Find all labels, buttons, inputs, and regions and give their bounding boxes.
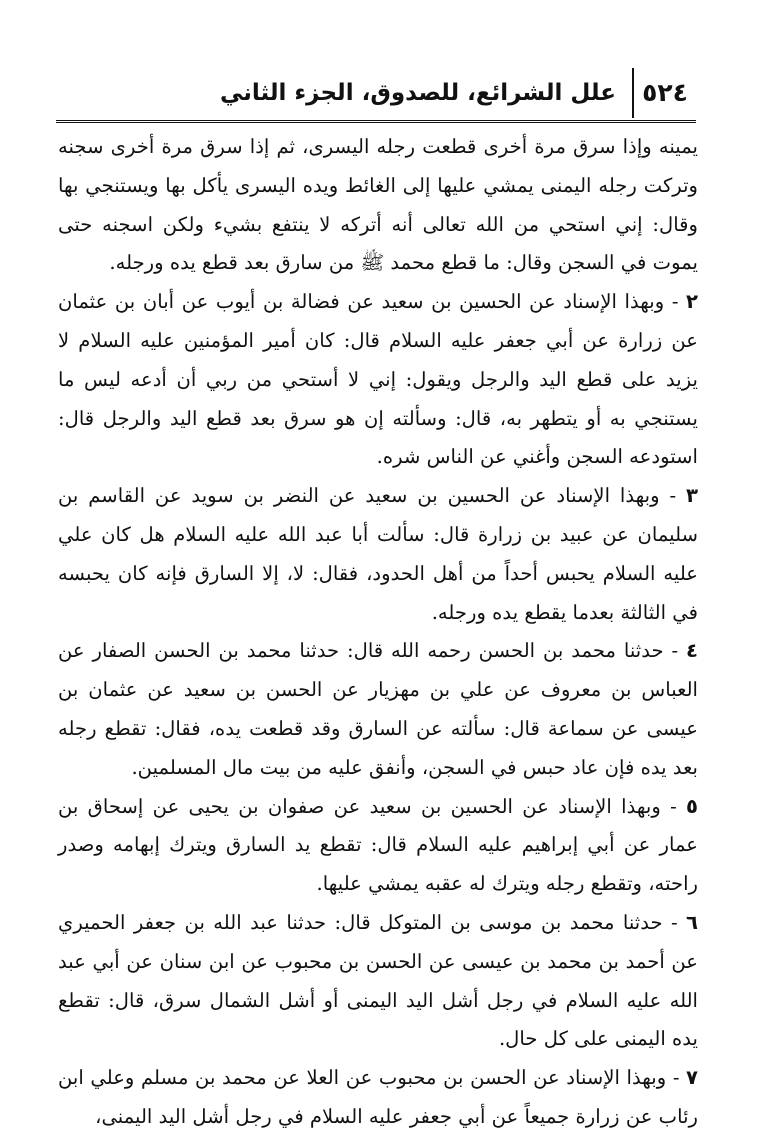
paragraph-text: وبهذا الإسناد عن الحسين بن سعيد عن النضر بن سويد عن القاسم بن سليمان عن عبيد بن زرارة قال: سألت أبا عبد الله عليه السلام هل كان علي عليه السلام يحبس أحداً من أهل الحدود، فقال: لا، إلا السارق فإنه كان يحبسه في الثالثة بعدما يقطع يده ورجله. <box>58 484 698 624</box>
paragraph-text: وبهذا الإسناد عن الحسين بن سعيد عن صفوان بن يحيى عن إسحاق بن عمار عن أبي إبراهيم عليه السلام قال: تقطع يد السارق ويترك إبهامه وصدر راحته، وتقطع رجله ويترك له عقبه يمشي عليها. <box>58 794 698 896</box>
dash: - <box>660 794 687 818</box>
hadith-number: ٥ <box>686 794 699 818</box>
hadith-3 <box>58 477 698 632</box>
hadith-6 <box>58 904 698 1059</box>
hadith-number: ٣ <box>686 484 698 508</box>
hadith-5 <box>58 788 698 904</box>
paragraph-text: وبهذا الإسناد عن الحسن بن محبوب عن العلا عن محمد بن مسلم وعلي ابن رئاب عن زرارة جميعاً عن أبي جعفر عليه السلام في رجل أشل اليد اليمنى، <box>58 1066 698 1128</box>
hadith-number: ٦ <box>686 910 698 934</box>
paragraph-text: حدثنا محمد بن موسى بن المتوكل قال: حدثنا عبد الله بن جعفر الحميري عن أحمد بن محمد بن عيسى عن الحسن بن محبوب عن ابن سنان عن أبي عبد الله عليه السلام في رجل أشل اليد اليمنى أو أشل الشمال سرق، قال: تقطع يده اليمنى على كل حال. <box>58 910 698 1051</box>
paragraph-text: وبهذا الإسناد عن الحسين بن سعيد عن فضالة بن أيوب عن أبان بن عثمان عن زرارة عن أبي جعفر عليه السلام قال: كان أمير المؤمنين عليه السلام لا يزيد على قطع اليد والرجل ويقول: إني لا أستحي من ربي أن أدعه ليس ما يستنجي به أو يتطهر به، قال: وسألته إن هو سرق بعد قطع اليد والرجل قال: استودعه السجن وأغني عن الناس شره. <box>58 290 698 469</box>
hadith-2 <box>58 283 698 477</box>
page-header <box>56 68 696 123</box>
hadith-number: ٢ <box>686 290 698 314</box>
hadith-4 <box>58 632 698 787</box>
dash: - <box>662 910 687 934</box>
hadith-7 <box>58 1059 698 1137</box>
paragraph-continuation <box>58 128 698 283</box>
dash: - <box>663 639 687 663</box>
hadith-number: ٧ <box>686 1066 699 1090</box>
paragraph-text: حدثنا محمد بن الحسن رحمه الله قال: حدثنا محمد بن الحسن الصفار عن العباس بن معروف عن علي بن مهزيار عن الحسن بن سعيد عن عثمان بن عيسى عن سماعة قال: سألته عن السارق وقد قطعت يده، فقال: تقطع رجله بعد يده فإن عاد حبس في السجن، وأنفق عليه من بيت مال المسلمين. <box>58 639 698 779</box>
hadith-number: ٤ <box>686 639 698 663</box>
dash: - <box>666 1066 687 1090</box>
running-title: علل الشرائع، للصدوق، الجزء الثاني <box>219 80 616 106</box>
dash: - <box>659 484 687 508</box>
paragraph-text: يمينه وإذا سرق مرة أخرى قطعت رجله اليسرى، ثم إذا سرق مرة أخرى سجنه وتركت رجله اليمنى يمشي عليها إلى الغائط ويده اليسرى يأكل بها ويستنجي بها وقال: إني استحي من الله تعالى أنه أتركه لا ينتفع بشيء ولكن اسجنه حتى يموت في السجن وقال: ما قطع محمد ﷺ من سارق بعد قطع يده ورجله. <box>58 135 698 275</box>
page-number: ٥٢٤ <box>632 68 696 118</box>
dash: - <box>664 290 687 314</box>
body-text <box>58 128 698 1137</box>
